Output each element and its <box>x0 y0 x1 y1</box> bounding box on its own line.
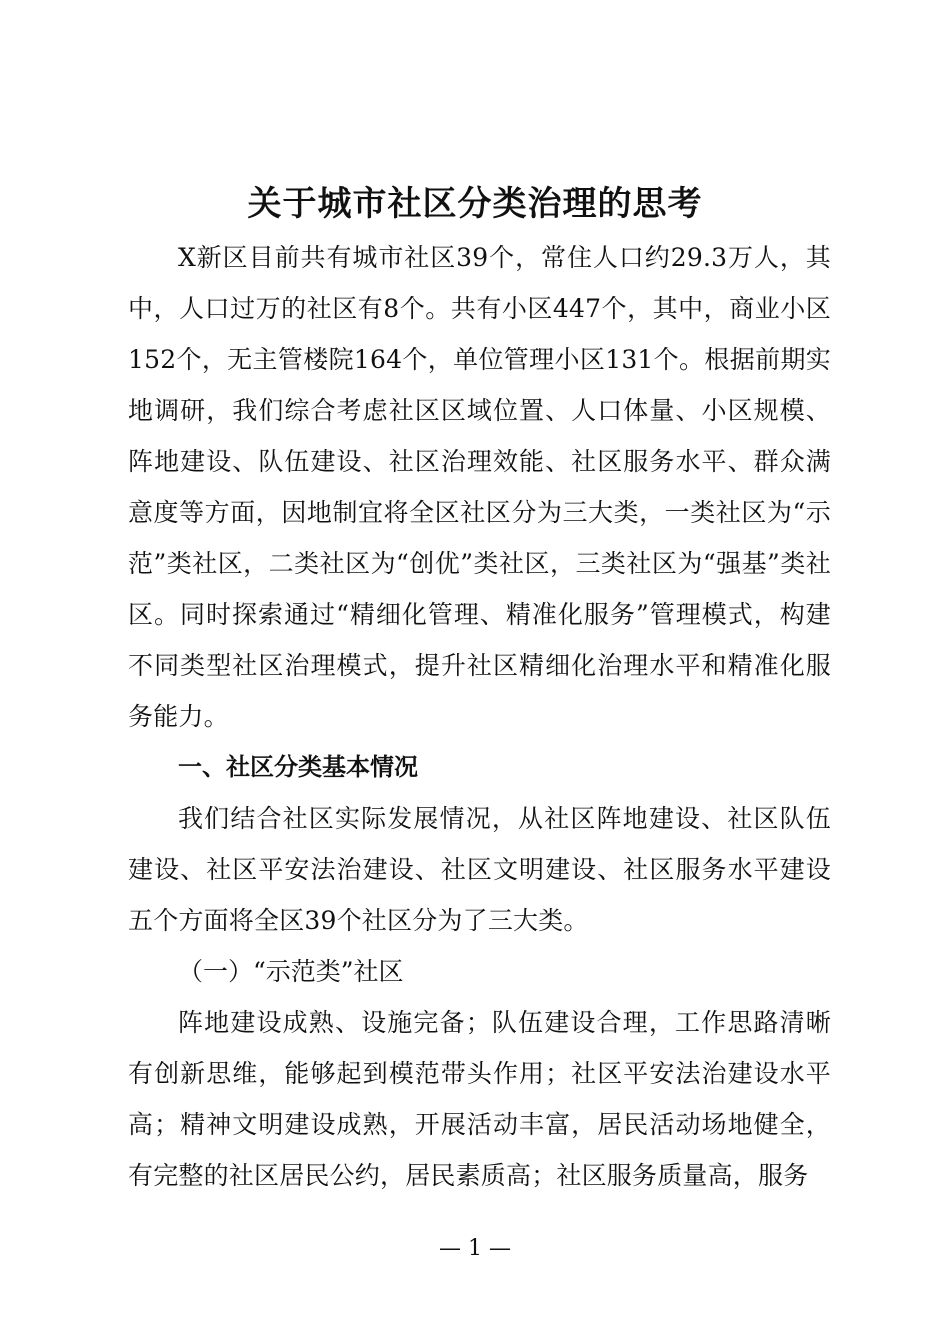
subsection-1-paragraph: 阵地建设成熟、设施完备；队伍建设合理，工作思路清晰有创新思维，能够起到模范带头作用；社区平安法治建设水平高；精神文明建设成熟，开展活动丰富，居民活动场地健全，有完整的社区居民公约，居民素质高；社区服务质量高，服务 <box>128 1008 831 1190</box>
subsection-heading-1: （一）“示范类”社区 <box>178 957 404 986</box>
section-1-paragraph: 我们结合社区实际发展情况，从社区阵地建设、社区队伍建设、社区平安法治建设、社区文明建设、社区服务水平建设五个方面将全区39个社区分为了三大类。 <box>128 804 831 935</box>
intro-paragraph: X新区目前共有城市社区39个，常住人口约29.3万人，其中，人口过万的社区有8个。共有小区447个，其中，商业小区152个，无主管楼院164个，单位管理小区131个。根据前期实地调研，我们综合考虑社区区域位置、人口体量、小区规模、阵地建设、队伍建设、社区治理效能、社区服务水平、群众满意度等方面，因地制宜将全区社区分为三大类，一类社区为“示范”类社区，二类社区为“创优”类社区，三类社区为“强基”类社区。同时探索通过“精细化管理、精准化服务”管理模式，构建不同类型社区治理模式，提升社区精细化治理水平和精准化服务能力。 <box>128 243 831 731</box>
page-number: — 1 — <box>439 1236 511 1261</box>
document-title: 关于城市社区分类治理的思考 <box>247 184 703 224</box>
document-body <box>128 232 831 1201</box>
section-heading-1: 一、社区分类基本情况 <box>178 753 418 781</box>
